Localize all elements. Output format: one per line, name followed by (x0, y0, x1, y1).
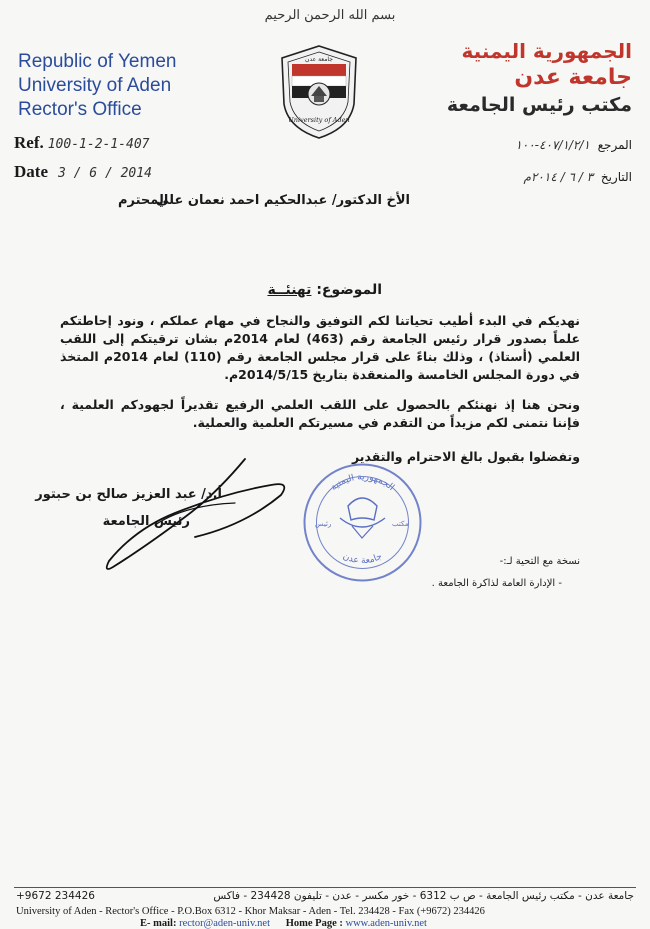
official-stamp (300, 460, 425, 585)
country-name-ar: الجمهورية اليمنية (461, 39, 632, 63)
email-label: E- mail: (140, 918, 177, 929)
footer-arabic-text: جامعة عدن - مكتب رئيس الجامعة - ص ب 6312 - خور مكسر - عدن - تليفون 234428 - فاكس (213, 890, 634, 902)
stamp-top-text: الجمهورية اليمنية (329, 472, 396, 493)
ref-label: Ref. (14, 133, 44, 152)
respect-title: المحترم (118, 193, 169, 208)
ref-line (14, 133, 149, 153)
ref-value: 100-1-2-1-407 (47, 137, 150, 152)
country-name-en: Republic of Yemen (18, 51, 177, 72)
subject-value: تهنئــة (267, 282, 312, 298)
stamp-bottom-text: جامعة عدن (341, 551, 384, 567)
addressee: الأخ الدكتور/ عبدالحكيم احمد نعمان علي (156, 193, 410, 208)
homepage-label: Home Page : (285, 918, 343, 929)
date-line (14, 162, 152, 182)
footer-arabic-phone: +9672 234426 (16, 890, 95, 902)
stamp-right-text: مكتب (392, 520, 409, 528)
basmala: بسم الله الرحمن الرحيم (264, 8, 396, 23)
office-name-en: Rector's Office (18, 99, 142, 120)
university-name-ar: جامعة عدن (514, 65, 632, 90)
footer-english-address: University of Aden - Rector's Office - P.O.Box 6312 - Khor Maksar - Aden - Tel. 234428 - Fax (+9672) 234426 (16, 906, 485, 917)
subject-line (267, 282, 382, 298)
ar-ref-value: ٤٠٧/١/٢/١-١٠٠ (515, 138, 590, 152)
ar-date-value: ٣ / ٦ / ٢٠١٤م (523, 170, 594, 184)
ar-date-label: التاريخ (600, 170, 632, 184)
ar-ref-label: المرجع (597, 138, 632, 152)
university-name-en: University of Aden (18, 75, 172, 96)
homepage-link[interactable]: www.aden-univ.net (345, 918, 427, 929)
logo-caption: University of Aden (288, 116, 350, 124)
eagle-emblem-icon (348, 498, 377, 520)
date-label: Date (14, 162, 48, 181)
arabic-ref-line (515, 138, 632, 152)
office-name-ar: مكتب رئيس الجامعة (446, 94, 632, 116)
footer-divider (14, 887, 636, 888)
subject-label: الموضوع: (316, 282, 382, 298)
date-value: 3 / 6 / 2014 (57, 166, 152, 181)
email-link[interactable]: rector@aden-univ.net (179, 918, 270, 929)
university-logo (278, 44, 360, 140)
signer-name: أ.د/ عبد العزيز صالح بن حبتور (35, 487, 222, 502)
copies-label: نسخة مع التحية لـ:- (499, 556, 580, 567)
body-paragraph-1: نهديكم في البدء أطيب تحياتنا لكم التوفيق والنجاح في مهام عملكم ، ونود إحاطتكم علماً بصدور قرار رئيس الجامعة رقم (463) لعام 2014م بشان ترقيتكم إلى اللقب العلمي (أستاذ) ، وذلك بناءً على قرار مجلس الجامعة رقم (110) لعام 2014م المتخذ في دورة المجلس الخامسة والمنعقدة بتاريخ 2014/5/15م. (60, 313, 580, 382)
arabic-letterhead (447, 38, 632, 118)
arabic-date-line (524, 170, 632, 184)
stamp-left-text: رئيس (315, 520, 332, 528)
body-paragraph-2: ونحن هنا إذ نهنئكم بالحصول على اللقب العلمي الرفيع تقديراً لجهودكم العلمية ، فإننا نتمنى لكم مزيداً من التقدم في مسيرتكم العلمية والعملية. (60, 397, 580, 430)
copies-item: - الإدارة العامة لذاكرة الجامعة . (431, 578, 562, 589)
closing-line: وتفضلوا بقبول بالغ الاحترام والتقدير (352, 449, 580, 464)
letter-body (60, 312, 580, 444)
english-letterhead (18, 50, 176, 122)
logo-arabic-text: جامعة عدن (305, 56, 333, 63)
signer-title: رئيس الجامعة (102, 514, 190, 529)
footer-arabic-address (16, 890, 634, 902)
